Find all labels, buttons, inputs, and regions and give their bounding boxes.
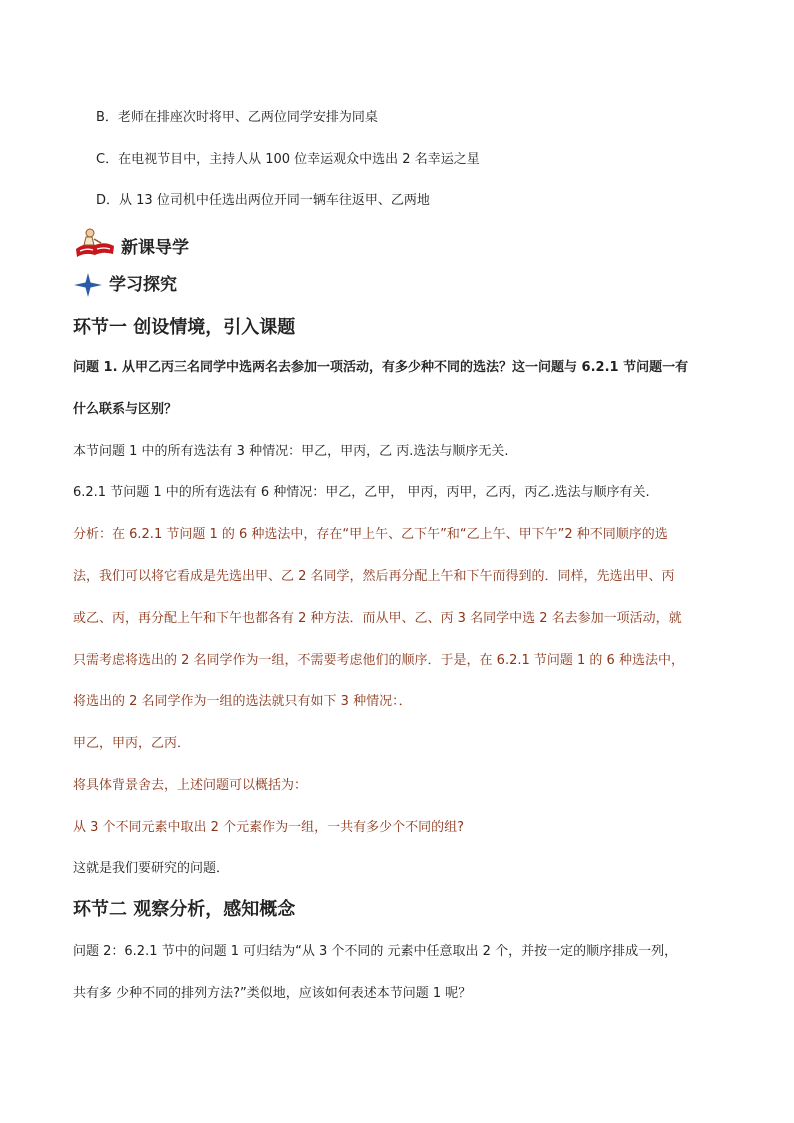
option-c: C．在电视节目中，主持人从 100 位幸运观众中选出 2 名幸运之星 [96, 152, 480, 167]
banner-title: 新课导学 [121, 238, 189, 258]
new-lesson-banner [73, 225, 189, 261]
option-b: B．老师在排座次时将甲、乙两位同学安排为同桌 [96, 110, 378, 125]
writing-figure-icon [73, 227, 117, 261]
paragraph-previous-choices: 6.2.1 节问题 1 中的所有选法有 6 种情况：甲乙，乙甲， 甲丙，丙甲，乙丙，丙乙.选法与顺序有关. [73, 485, 650, 500]
analysis-line4: 只需考虑将选出的 2 名同学作为一组，不需要考虑他们的顺序．于是，在 6.2.1 节问题 1 的 6 种选法中， [73, 653, 684, 668]
paragraph-current-choices: 本节问题 1 中的所有选法有 3 种情况：甲乙，甲丙，乙 丙.选法与顺序无关. [73, 444, 509, 459]
question2-line2: 共有多 少种不同的排列方法?”类似地，应该如何表述本节问题 1 呢？ [73, 986, 472, 1001]
question1-line1: 问题 1. 从甲乙丙三名同学中选两名去参加一项活动，有多少种不同的选法？这一问题与 6.2.1 节问题一有 [73, 360, 689, 375]
paragraph-generalize: 将具体背景舍去，上述问题可以概括为： [73, 778, 308, 793]
analysis-line2: 法，我们可以将它看成是先选出甲、乙 2 名同学，然后再分配上午和下午而得到的．同样，先选出甲、丙 [73, 569, 675, 584]
section1-heading: 环节一 创设情境，引入课题 [73, 317, 296, 338]
question1-line2: 什么联系与区别？ [73, 402, 178, 417]
analysis-line5: 将选出的 2 名同学作为一组的选法就只有如下 3 种情况：． [73, 694, 412, 709]
study-explore-banner [73, 272, 177, 298]
four-point-star-icon [73, 272, 103, 298]
question2-line1: 问题 2：6.2.1 节中的问题 1 可归结为“从 3 个不同的 元素中任意取出 2 个，并按一定的顺序排成一列， [73, 944, 678, 959]
analysis-line3: 或乙、丙，再分配上午和下午也都各有 2 种方法．而从甲、乙、丙 3 名同学中选 2 名去参加一项活动，就 [73, 611, 682, 626]
paragraph-research-question: 这就是我们要研究的问题． [73, 861, 230, 876]
paragraph-three-groups: 甲乙，甲丙，乙丙． [73, 736, 191, 751]
analysis-line1: 分析：在 6.2.1 节问题 1 的 6 种选法中，存在“甲上午、乙下午”和“乙上午、甲下午”2 种不同顺序的选 [73, 527, 668, 542]
sub-banner-title: 学习探究 [109, 275, 177, 295]
paragraph-abstract-question: 从 3 个不同元素中取出 2 个元素作为一组，一共有多少个不同的组? [73, 820, 464, 835]
option-d: D．从 13 位司机中任选出两位开同一辆车往返甲、乙两地 [96, 193, 430, 208]
section2-heading: 环节二 观察分析，感知概念 [73, 899, 296, 920]
